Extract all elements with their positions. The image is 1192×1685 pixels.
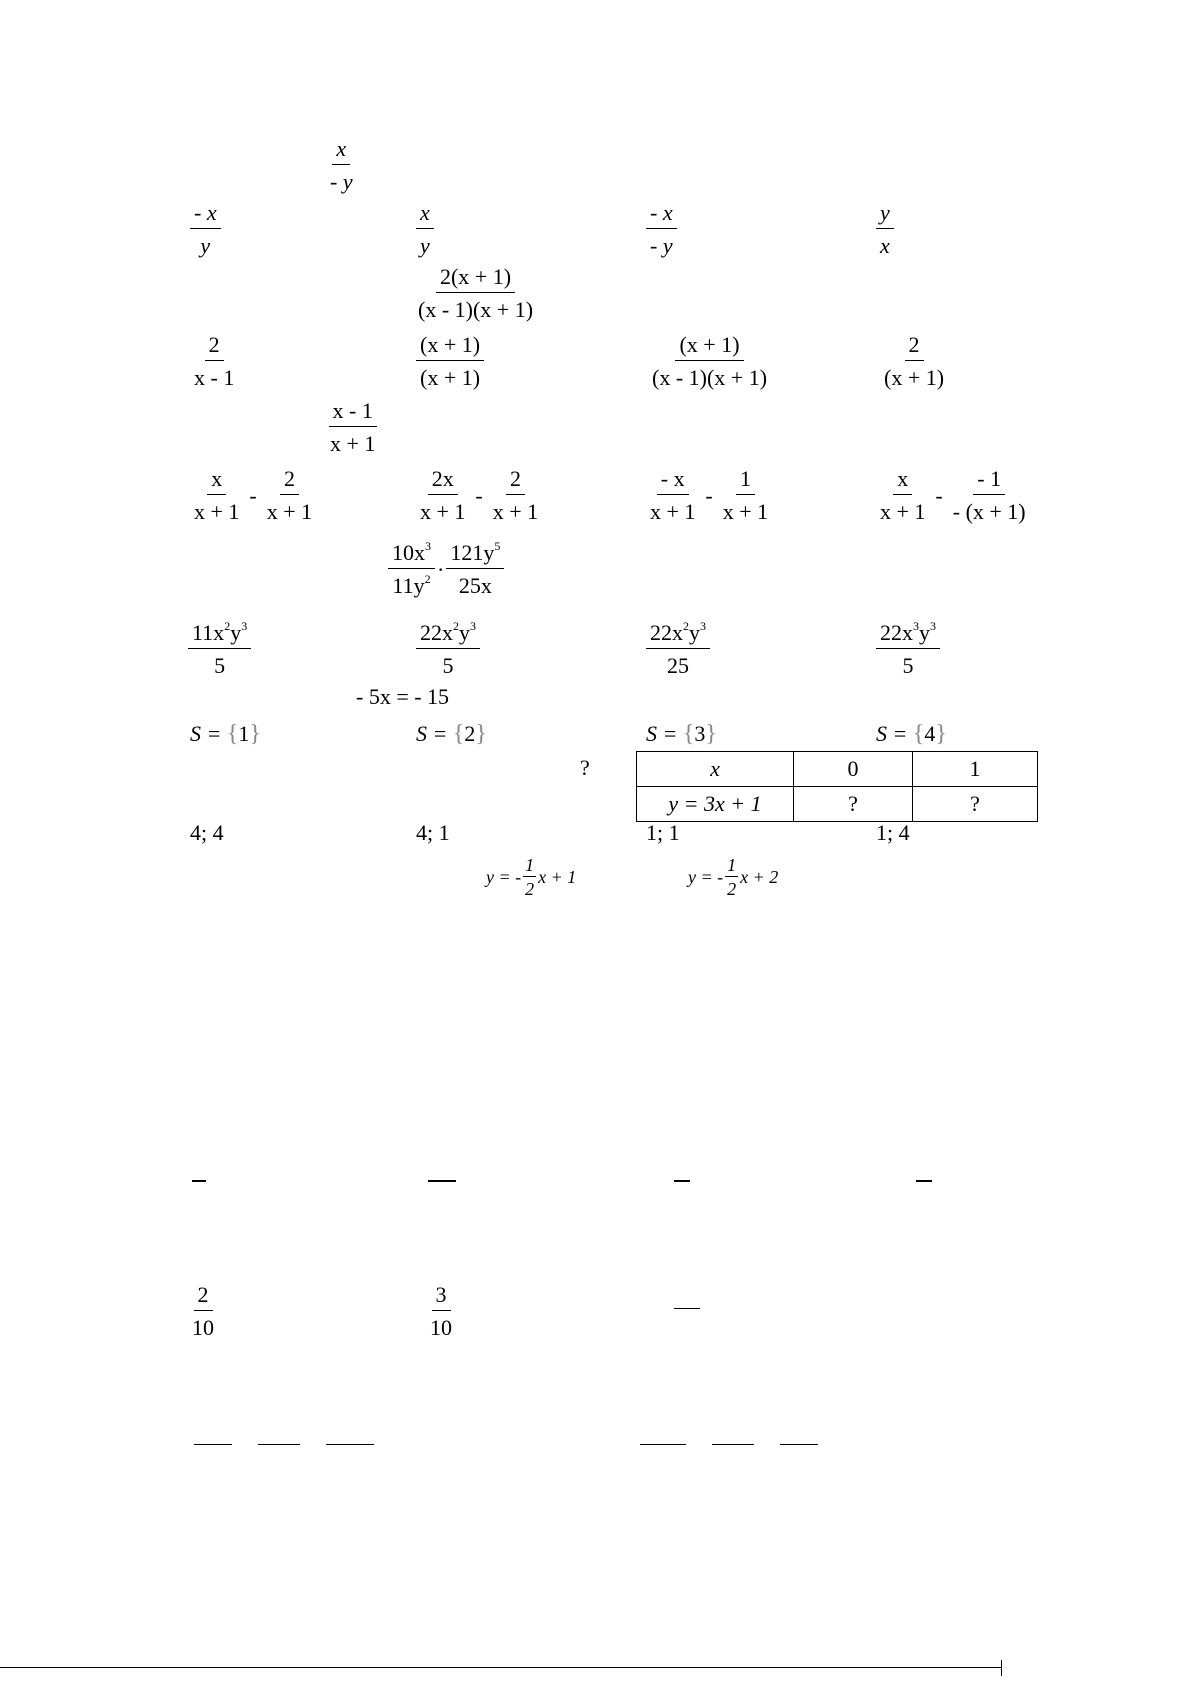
q5-option-d: S = {4}	[876, 721, 947, 747]
q1-option-a: $\frac{- x}{y}$	[190, 202, 221, 257]
q4-option-c: $\frac{22x^2y^3}{25}$	[646, 622, 710, 677]
q5-equation: - 5x = - 15	[356, 684, 450, 709]
q9-option-b: $\frac{3}{10}$	[430, 1282, 452, 1340]
table-row: x 0 1	[637, 752, 1038, 787]
q5-option-a: S = {1}	[190, 721, 261, 747]
q10-blank-fraction-bar	[258, 1444, 300, 1445]
q4-option-a: $\frac{11x^2y^3}{5}$	[188, 622, 251, 677]
page-bottom-rule-end	[1001, 1660, 1002, 1676]
q6-option-b: 4; 1	[416, 820, 450, 845]
q1-given-fraction: $\frac{x}{- y}$	[330, 136, 353, 194]
q10-blank-fraction-bar	[326, 1444, 374, 1445]
q3-option-c: $\frac{- x}{x + 1}$ - $\frac{1}{x + 1}$	[650, 466, 769, 524]
q4-option-b: $\frac{22x^2y^3}{5}$	[416, 622, 480, 677]
q3-option-a: $\frac{x}{x + 1}$ - $\frac{2}{x + 1}$	[194, 466, 313, 524]
q3-option-b: $\frac{2x}{x + 1}$ - $\frac{2}{x + 1}$	[420, 466, 539, 524]
q6-option-a: 4; 4	[190, 820, 224, 845]
q6-question-mark: ?	[580, 755, 590, 780]
q2-given-fraction: $\frac{2(x + 1)}{(x - 1)(x + 1)}$	[418, 264, 534, 322]
q9-option-a: $\frac{2}{10}$	[192, 1282, 214, 1340]
q6-values-table	[636, 751, 1038, 822]
table-row: y = 3x + 1 ? ?	[637, 787, 1038, 822]
q4-option-d: $\frac{22x^3y^3}{5}$	[876, 622, 940, 677]
q6-option-d: 1; 4	[876, 820, 910, 845]
q1-option-b: $\frac{x}{y}$	[416, 202, 434, 257]
q1-option-d: $\frac{y}{x}$	[876, 202, 894, 257]
q10-blank-fraction-bar	[712, 1444, 754, 1445]
q3-option-d: $\frac{x}{x + 1}$ - $\frac{- 1}{- (x + 1)}$	[880, 466, 1026, 524]
page-bottom-rule	[0, 1667, 1001, 1668]
q2-option-a: $\frac{2}{x - 1}$	[194, 332, 235, 390]
q4-given-product: $\frac{10x^3}{11y^2}$ · $\frac{121y^5}{25x}$	[388, 542, 504, 597]
q5-option-b: S = {2}	[416, 721, 487, 747]
q8-blank-fraction-bar	[192, 1180, 206, 1182]
q8-blank-fraction-bar	[674, 1180, 690, 1182]
q2-option-b: $\frac{(x + 1)}{(x + 1)}$	[416, 334, 484, 389]
q10-blank-fraction-bar	[780, 1444, 818, 1445]
q1-option-c: $\frac{- x}{- y}$	[646, 202, 677, 257]
q9-blank-fraction-bar	[674, 1308, 700, 1309]
q5-option-c: S = {3}	[646, 721, 717, 747]
q2-option-c: $\frac{(x + 1)}{(x - 1)(x + 1)}$	[652, 332, 768, 390]
q8-blank-fraction-bar	[916, 1180, 932, 1182]
q7-equation-1: y = - $\frac{1}{2}$ x + 1	[486, 855, 577, 899]
q7-equation-2: y = - $\frac{1}{2}$ x + 2	[688, 855, 779, 899]
q10-blank-fraction-bar	[194, 1444, 232, 1445]
q8-blank-fraction-bar	[428, 1180, 456, 1182]
q2-option-d: $\frac{2}{(x + 1)}$	[884, 332, 945, 390]
q10-blank-fraction-bar	[640, 1444, 686, 1445]
q3-given-fraction: $\frac{x - 1}{x + 1}$	[330, 398, 376, 456]
q6-option-c: 1; 1	[646, 820, 680, 845]
